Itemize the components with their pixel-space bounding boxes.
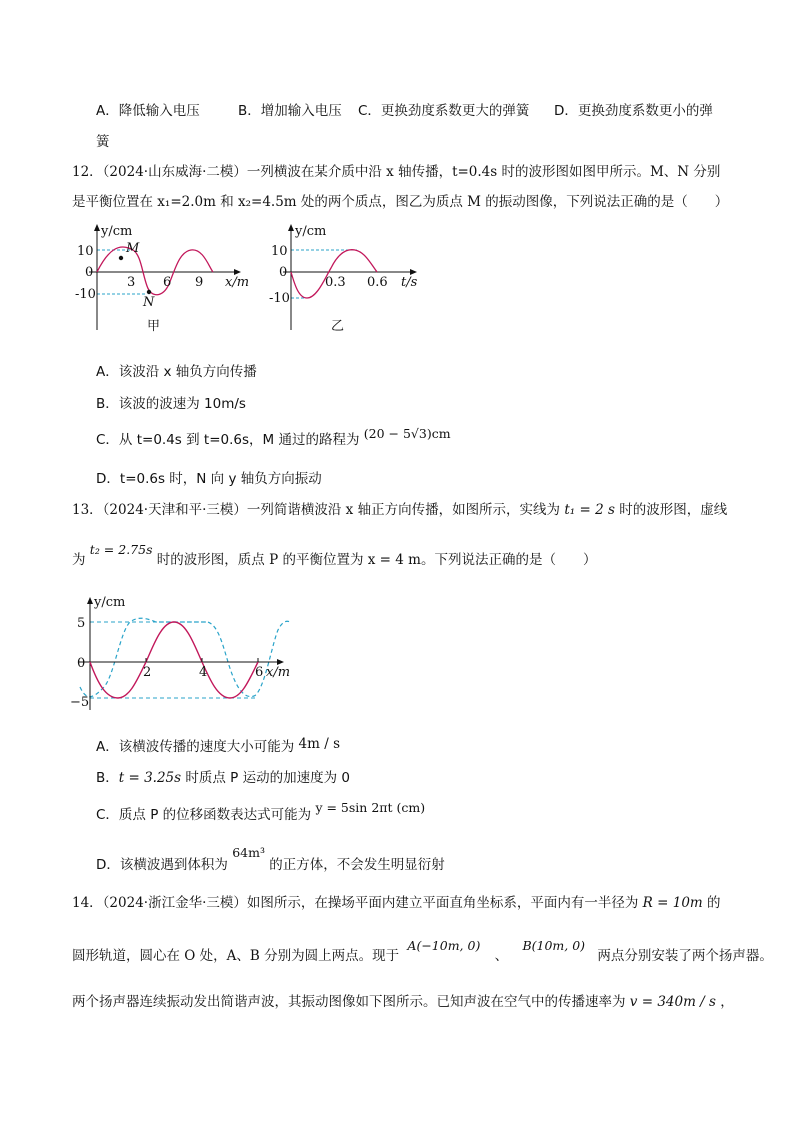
q13-option-a-expression: 4m / s [298,736,340,752]
x-tick-3: 3 [127,275,136,290]
x-tick-0-3: 0.3 [325,275,346,290]
q13-stem-line2 [72,542,597,570]
q14-stem-line2-end: 两点分别安装了两个扬声器。 [597,948,773,964]
q14-v-expression: v = 340m / s [629,994,716,1010]
q11-option-b: B．增加输入电压 [238,103,342,119]
q13-stem-line2-text: 时的波形图，质点 P 的平衡位置为 x = 4 m。下列说法正确的是（ ） [156,552,597,568]
q13-stem-line1-text: 13．（2024·天津和平·三模）一列简谐横波沿 x 轴正方向传播，如图所示，实线为 [72,502,561,518]
q13-stem-line2-start: 为 [72,552,86,568]
q13-option-d-expression: 64m³ [232,845,265,860]
x-axis-label: t/s [401,275,418,290]
solid-wave [90,622,258,698]
y-tick-0: 0 [77,656,86,671]
q14-stem-line2 [72,938,773,966]
q13-t2-expression: t₂ = 2.75s [89,542,153,557]
q13-option-a [96,735,340,755]
q14-point-a-expression: A(−10m, 0) [407,938,481,953]
q12-figure-yi [265,222,425,337]
q14-stem-line1-end: 的 [707,895,721,911]
q13-option-b: B．t = 3.25s 时质点 P 运动的加速度为 0 [96,770,350,786]
y-tick-neg5: −5 [70,695,90,710]
q13-stem-line1-end: 时的波形图，虚线 [619,502,728,518]
x-tick-9: 9 [195,275,204,290]
y-tick-10: 10 [77,244,94,259]
q14-stem-line3 [72,992,734,1012]
q14-stem-line3-text: 两个扬声器连续振动发出简谐声波，其振动图像如下图所示。已知声波在空气中的传播速率为 [72,994,626,1010]
x-tick-6: 6 [255,665,264,680]
dashed-wave [80,618,290,697]
y-axis-arrow [288,224,294,231]
vibration-curve [291,250,377,298]
q14-stem-line1-text: 14．（2024·浙江金华·三模）如图所示，在操场平面内建立平面直角坐标系，平面内有一半径为 [72,895,639,911]
x-tick-6: 6 [163,275,172,290]
q13-figure [68,592,298,714]
y-tick-0: 0 [85,265,94,280]
point-n [147,290,151,294]
y-axis-label: y/cm [101,224,133,239]
y-tick-0: 0 [279,265,288,280]
q12-stem-line2: 是平衡位置在 x₁=2.0m 和 x₂=4.5m 处的两个质点，图乙为质点 M 的振动图像，下列说法正确的是（ ） [72,194,729,210]
q12-figure-jia [75,222,260,337]
q13-option-c-expression: y = 5sin 2πt (cm) [315,800,426,815]
q11-option-c: C．更换劲度系数更大的弹簧 [358,103,530,119]
q12-option-c [96,428,451,448]
q12-option-c-expression: (20 − 5√3)cm [363,426,451,441]
q13-option-b-expression: t = 3.25s [118,770,182,786]
q14-point-b-expression: B(10m, 0) [522,938,586,953]
y-axis-arrow [87,597,93,604]
q12-option-d: D．t=0.6s 时，N 向 y 轴负方向振动 [96,471,322,487]
y-tick-neg10: -10 [75,287,96,302]
x-tick-2: 2 [143,665,152,680]
q14-separator: 、 [494,948,509,964]
q12-option-b: B．该波的波速为 10m/s [96,396,246,412]
y-tick-5: 5 [77,616,86,631]
y-axis-arrow [94,224,100,231]
q13-option-a-text: A．该横波传播的速度大小可能为 [96,739,295,755]
q14-stem-line2-text: 圆形轨道，圆心在 O 处，A、B 分别为圆上两点。现于 [72,948,400,964]
q13-option-d-text: D．该横波遇到体积为 [96,857,228,873]
q12-option-a: A．该波沿 x 轴负方向传播 [96,364,257,380]
y-tick-10: 10 [271,244,288,259]
q14-stem-line3-end: ， [720,994,734,1010]
figure-caption: 甲 [147,319,161,334]
label-n: N [143,295,155,310]
x-tick-0-6: 0.6 [367,275,388,290]
q13-option-d [96,845,445,873]
x-axis-label: x/m [225,275,250,290]
label-m: M [126,241,140,256]
q13-option-d-end: 的正方体，不会发生明显衍射 [269,857,445,873]
q14-stem-line1 [72,893,721,913]
q13-option-b-text: 时质点 P 运动的加速度为 0 [185,770,350,786]
q13-t1-expression: t₁ = 2 s [564,502,615,518]
x-tick-4: 4 [199,665,208,680]
y-axis-label: y/cm [94,595,126,610]
q11-option-d-continued: 簧 [96,134,110,150]
q13-stem-line1 [72,500,727,520]
y-tick-neg10: -10 [269,291,290,306]
q11-option-a: A．降低输入电压 [96,103,200,119]
point-m [119,256,123,260]
x-axis-label: x/m [266,665,291,680]
figure-caption: 乙 [331,319,345,334]
y-axis-label: y/cm [295,224,327,239]
q11-option-d: D．更换劲度系数更小的弹 [554,103,713,119]
q12-stem-line1: 12．（2024·山东威海·二模）一列横波在某介质中沿 x 轴传播，t=0.4s 时的波形图如图甲所示。M、N 分别 [72,164,721,180]
q13-option-c-text: C．质点 P 的位移函数表达式可能为 [96,807,312,823]
q12-option-c-text: C．从 t=0.4s 到 t=0.6s，M 通过的路程为 [96,432,360,448]
q14-r-expression: R = 10m [642,895,703,911]
q13-option-c [96,800,426,823]
